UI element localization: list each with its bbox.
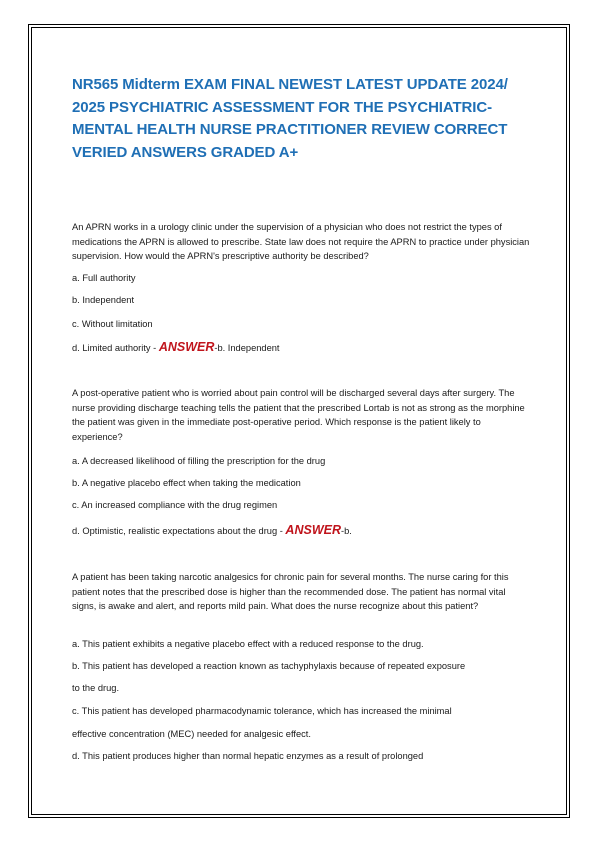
question-2-option-d-text: d. Optimistic, realistic expectations about the drug - (72, 526, 286, 536)
question-2-text: A post-operative patient who is worried about pain control will be discharged several days after surgery. The nurse providing discharge teaching tells the patient that the prescribed Lortab is not as strong as the morphine the patient was given in the immediate post-operative period. Which response is the patient likely to experience? (72, 388, 525, 442)
question-3-text: A patient has been taking narcotic analgesics for chronic pain for several months. The nurse caring for this patient notes that the prescribed dose is higher than the recommended dose. The patient has normal vital signs, is awake and alert, and reports mild pain. What does the nurse recognize about this patient? (72, 572, 509, 611)
question-1-answer-label: ANSWER (158, 340, 215, 354)
question-1-text: An APRN works in a urology clinic under the supervision of a physician who does not restrict the types of medications the APRN is allowed to prescribe. State law does not require the APRN to practice under physician supervision. How would the APRN's prescriptive authority be described? (72, 222, 530, 261)
question-1-option-d (72, 341, 532, 355)
question-1-option-b: b. Independent (72, 295, 135, 305)
question-1-option-d-text: d. Limited authority - (72, 343, 159, 353)
question-3-option-c: c. This patient has developed pharmacodynamic tolerance, which has increased the minimal (72, 706, 452, 716)
question-2-option-c: c. An increased compliance with the drug regimen (72, 500, 278, 510)
question-2-option-d (72, 524, 532, 538)
question-3-option-c-cont: effective concentration (MEC) needed for analgesic effect. (72, 729, 311, 739)
question-2-option-a: a. A decreased likelihood of filling the prescription for the drug (72, 456, 326, 466)
question-2-answer: -b. (340, 526, 352, 536)
question-3-option-b-cont: to the drug. (72, 683, 120, 693)
question-3-option-d: d. This patient produces higher than normal hepatic enzymes as a result of prolonged (72, 751, 424, 761)
document-title: NR565 Midterm EXAM FINAL NEWEST LATEST UPDATE 2024/ 2025 PSYCHIATRIC ASSESSMENT FOR THE PSYCHIATRIC-MENTAL HEALTH NURSE PRACTITIONER REVIEW CORRECT VERIED ANSWERS GRADED A+ (72, 76, 508, 161)
question-1-answer: -b. Independent (214, 343, 280, 353)
question-3-option-a: a. This patient exhibits a negative placebo effect with a reduced response to the drug. (72, 639, 424, 649)
question-2-option-b: b. A negative placebo effect when taking the medication (72, 478, 301, 488)
question-1-option-c: c. Without limitation (72, 319, 153, 329)
question-1-option-a: a. Full authority (72, 273, 136, 283)
question-3-option-b: b. This patient has developed a reaction known as tachyphylaxis because of repeated exposure (72, 661, 466, 671)
question-2-answer-label: ANSWER (285, 523, 341, 537)
